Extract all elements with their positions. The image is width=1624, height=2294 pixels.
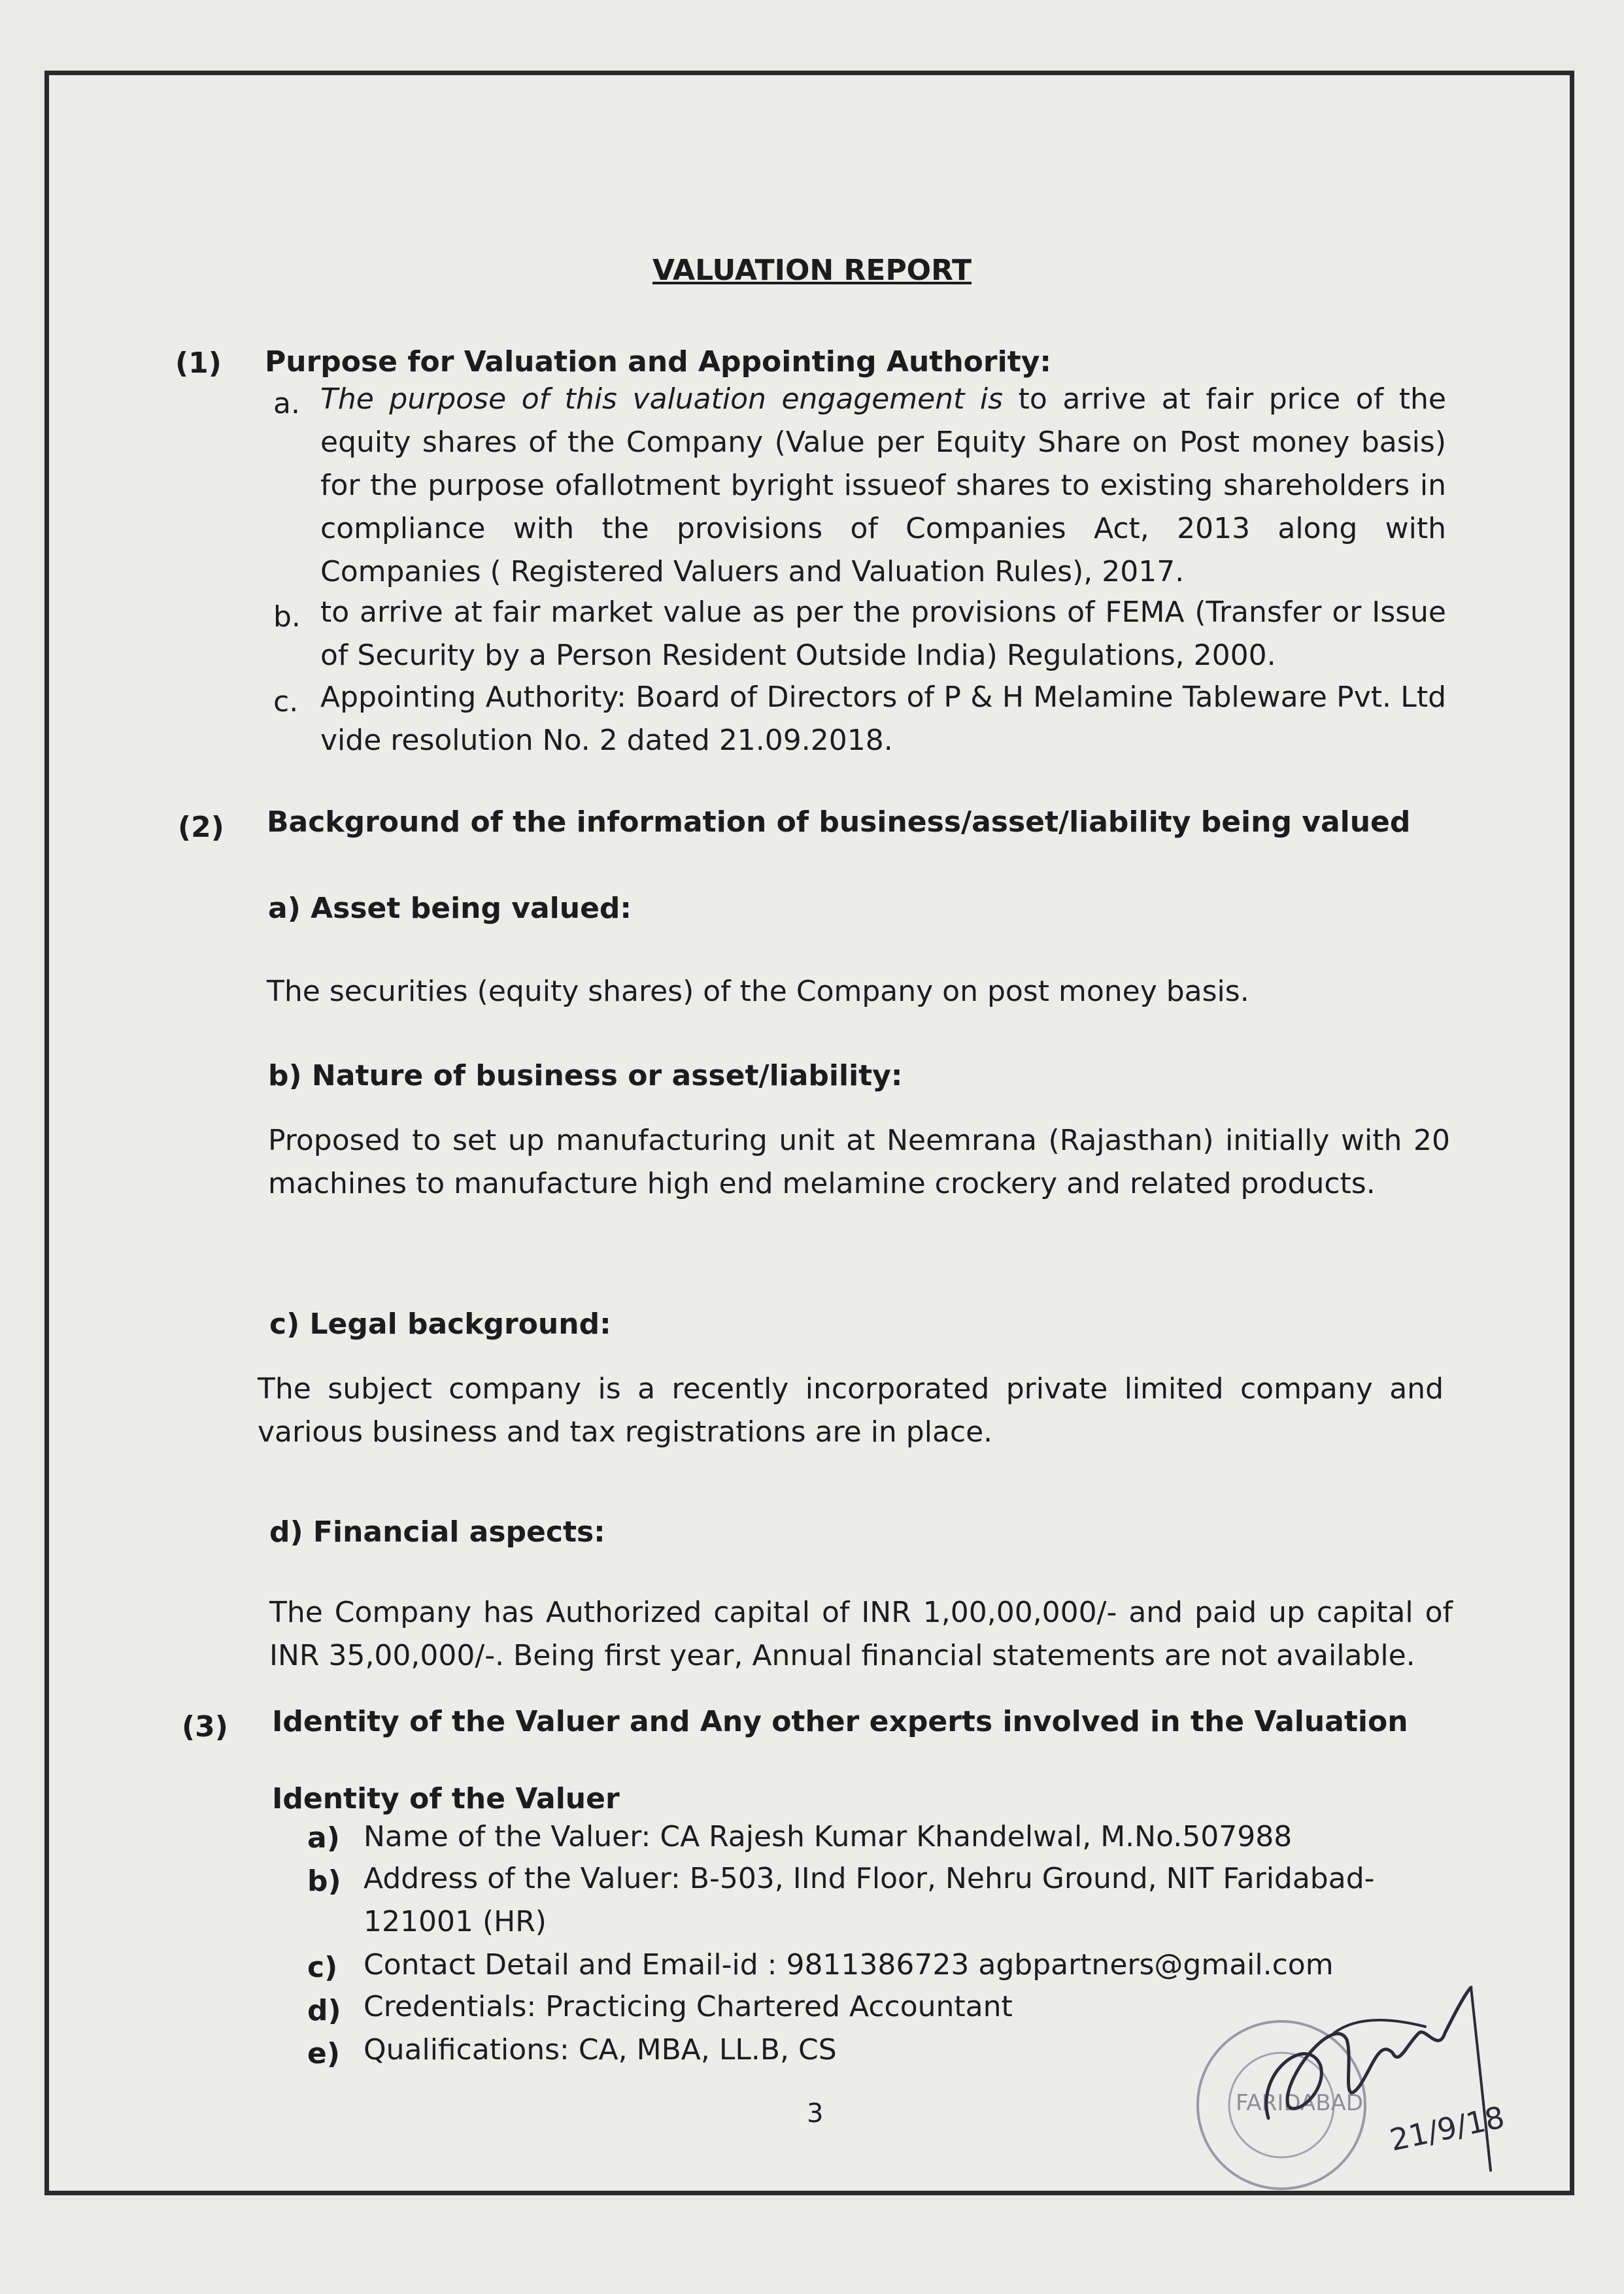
page-title: VALUATION REPORT <box>652 254 972 287</box>
section-1-heading: Purpose for Valuation and Appointing Authority: <box>265 345 1051 379</box>
s1-item-a-text <box>320 378 1446 594</box>
s2-a-heading: a) Asset being valued: <box>268 892 632 925</box>
s3-subheading: Identity of the Valuer <box>272 1782 620 1815</box>
s2-d-text: The Company has Authorized capital of INR 1,00,00,000/- and paid up capital of INR 35,00,000/-. Being first year, Annual financial statements are not available. <box>269 1596 1453 1672</box>
s3-item-a-marker: a) <box>307 1821 340 1855</box>
s1-item-a-italic: The purpose of this valuation engagement is <box>320 382 1004 416</box>
section-3-heading: Identity of the Valuer and Any other experts involved in the Valuation <box>272 1705 1408 1738</box>
handwritten-signature <box>1229 1955 1530 2190</box>
s3-item-c-text: Contact Detail and Email-id : 9811386723 agbpartners@gmail.com <box>364 1948 1334 1982</box>
s3-item-e-marker: e) <box>307 2037 340 2070</box>
s2-c-text: The subject company is a recently incorporated private limited company and various business and tax registrations are in place. <box>258 1372 1444 1449</box>
s3-item-b-text-cont: 121001 (HR) <box>364 1905 547 1938</box>
s1-item-c-text: Appointing Authority: Board of Directors of P & H Melamine Tableware Pvt. Ltd vide resolution No. 2 dated 21.09.2018. <box>320 681 1446 757</box>
s1-item-a-body: to arrive at fair price of the equity shares of the Company (Value per Equity Share on Post money basis) for the purpose ofallotment byright issueof shares to existing shareholders in compliance with the provisions of Companies Act, 2013 along with Companies ( Registered Valuers and Valuation Rules), 2017. <box>320 382 1446 588</box>
stamp-text: FARIDABAD <box>1236 2090 1363 2116</box>
s2-d-heading: d) Financial aspects: <box>269 1515 605 1549</box>
signature-date: 21/9/18 <box>1387 2099 1508 2158</box>
s3-item-d-text: Credentials: Practicing Chartered Accountant <box>364 1990 1013 2023</box>
section-2-number: (2) <box>178 811 224 844</box>
s3-item-d-marker: d) <box>307 1994 341 2027</box>
section-1-number: (1) <box>175 346 222 380</box>
s3-item-a-text: Name of the Valuer: CA Rajesh Kumar Khandelwal, M.No.507988 <box>364 1820 1293 1853</box>
s3-item-b-text: Address of the Valuer: B-503, IInd Floor, Nehru Ground, NIT Faridabad- <box>364 1862 1375 1895</box>
s2-b-heading: b) Nature of business or asset/liability: <box>268 1059 903 1092</box>
s2-a-text: The securities (equity shares) of the Company on post money basis. <box>267 975 1249 1008</box>
s1-item-a-marker: a. <box>273 387 300 420</box>
s1-item-b-text: to arrive at fair market value as per the provisions of FEMA (Transfer or Issue of Security by a Person Resident Outside India) Regulations, 2000. <box>320 596 1446 672</box>
s3-item-b-marker: b) <box>307 1864 341 1898</box>
page-number: 3 <box>807 2099 824 2129</box>
s3-item-c-marker: c) <box>307 1951 338 1984</box>
section-3-number: (3) <box>182 1710 228 1744</box>
s2-c-heading: c) Legal background: <box>269 1307 611 1341</box>
s1-item-b-marker: b. <box>273 600 301 633</box>
section-2-heading: Background of the information of business/asset/liability being valued <box>267 805 1411 839</box>
s2-b-text: Proposed to set up manufacturing unit at Neemrana (Rajasthan) initially with 20 machines to manufacture high end melamine crockery and related products. <box>268 1124 1450 1200</box>
s1-item-c-marker: c. <box>273 685 299 718</box>
s3-item-e-text: Qualifications: CA, MBA, LL.B, CS <box>364 2033 837 2066</box>
